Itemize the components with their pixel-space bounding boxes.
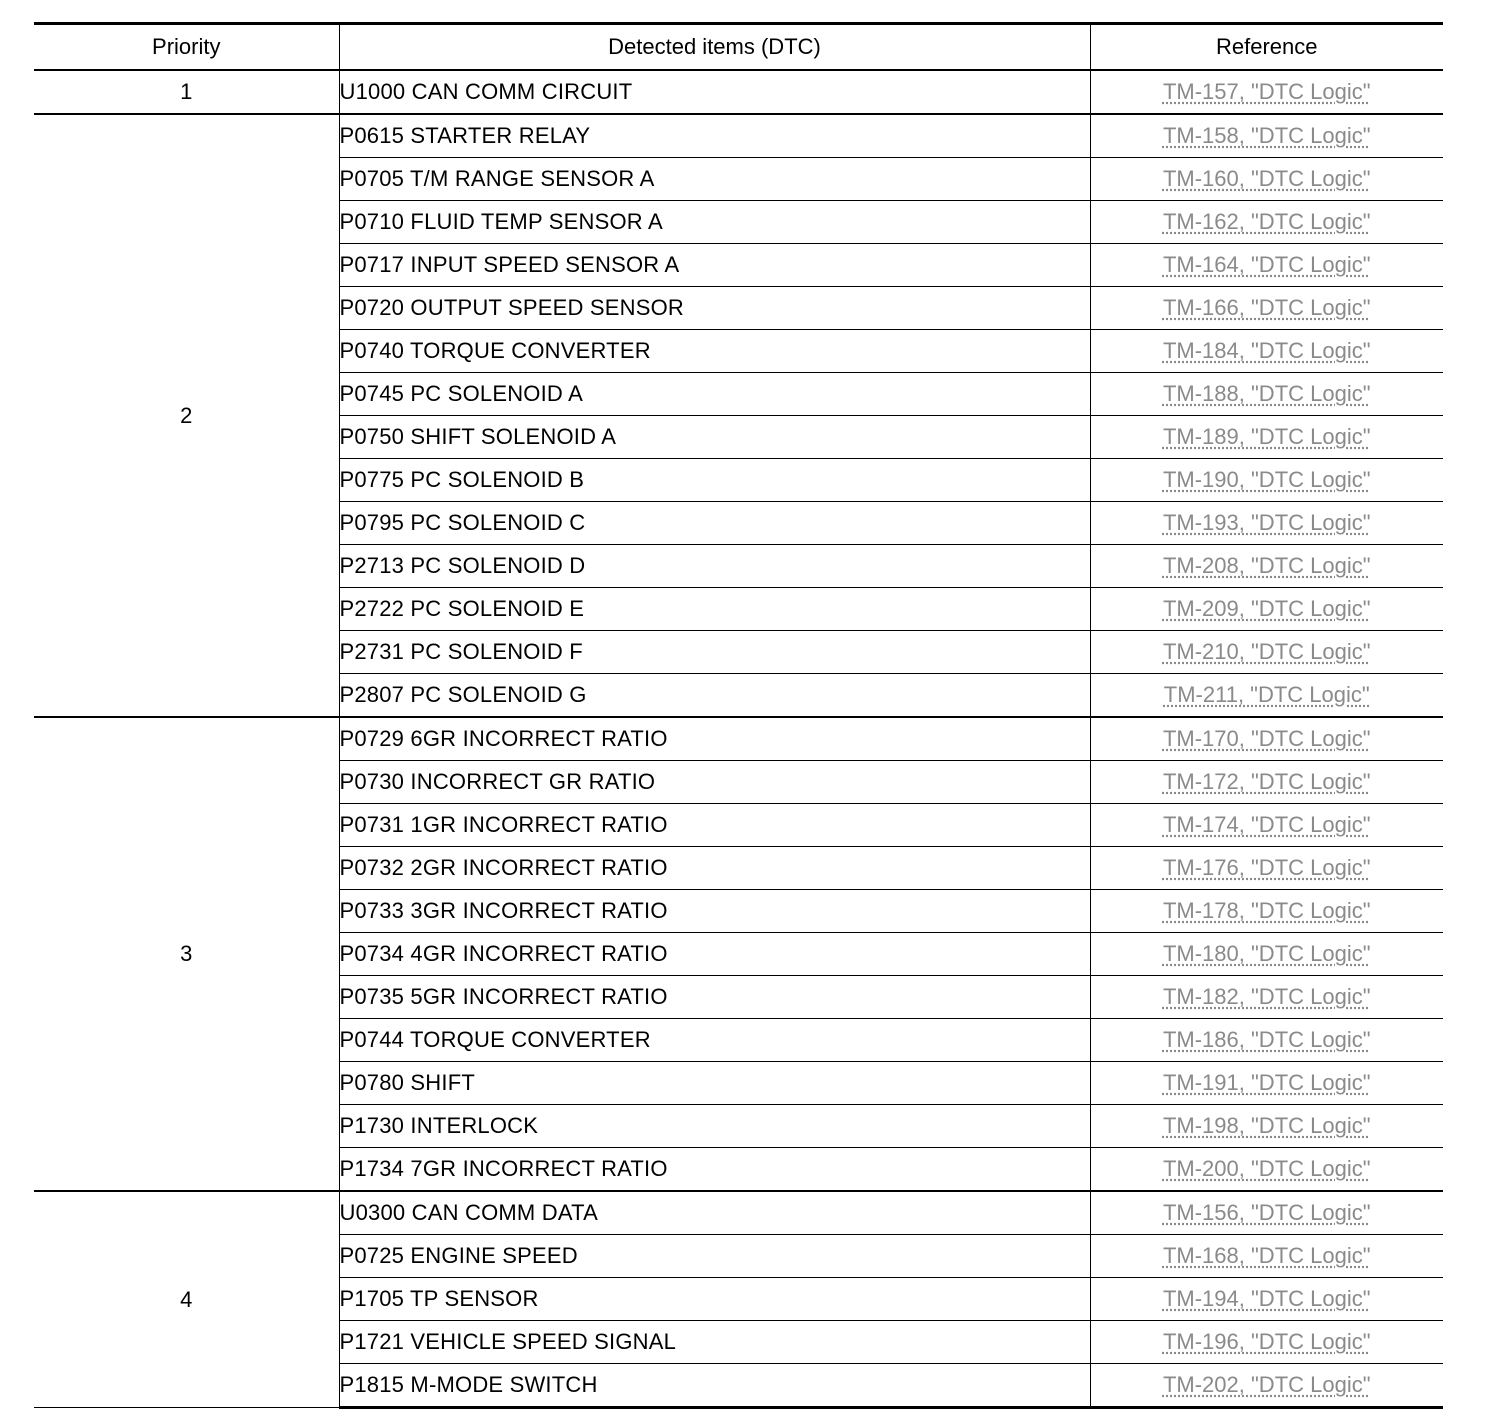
reference-link[interactable]: TM-208, "DTC Logic" bbox=[1162, 553, 1371, 578]
dtc-item-cell: P2722 PC SOLENOID E bbox=[339, 588, 1090, 631]
dtc-item-cell: P0725 ENGINE SPEED bbox=[339, 1235, 1090, 1278]
reference-link[interactable]: TM-186, "DTC Logic" bbox=[1162, 1027, 1371, 1052]
reference-cell bbox=[1090, 1235, 1443, 1278]
reference-cell bbox=[1090, 1019, 1443, 1062]
dtc-item-cell: P0733 3GR INCORRECT RATIO bbox=[339, 890, 1090, 933]
dtc-item-cell: P0710 FLUID TEMP SENSOR A bbox=[339, 201, 1090, 244]
reference-cell bbox=[1090, 631, 1443, 674]
reference-cell bbox=[1090, 545, 1443, 588]
dtc-item-cell: P0750 SHIFT SOLENOID A bbox=[339, 416, 1090, 459]
priority-group bbox=[34, 114, 1443, 717]
reference-cell bbox=[1090, 158, 1443, 201]
priority-group bbox=[34, 1191, 1443, 1408]
reference-link[interactable]: TM-178, "DTC Logic" bbox=[1162, 898, 1371, 923]
reference-link[interactable]: TM-193, "DTC Logic" bbox=[1162, 510, 1371, 535]
table-row bbox=[34, 717, 1443, 761]
reference-cell bbox=[1090, 588, 1443, 631]
dtc-item-cell: P0732 2GR INCORRECT RATIO bbox=[339, 847, 1090, 890]
reference-cell bbox=[1090, 416, 1443, 459]
reference-link[interactable]: TM-188, "DTC Logic" bbox=[1162, 381, 1371, 406]
header-reference: Reference bbox=[1090, 24, 1443, 71]
reference-cell bbox=[1090, 847, 1443, 890]
reference-link[interactable]: TM-156, "DTC Logic" bbox=[1162, 1200, 1371, 1225]
dtc-item-cell: P0745 PC SOLENOID A bbox=[339, 373, 1090, 416]
reference-cell bbox=[1090, 1278, 1443, 1321]
dtc-item-cell: P2807 PC SOLENOID G bbox=[339, 674, 1090, 718]
reference-cell bbox=[1090, 70, 1443, 114]
dtc-item-cell: P1815 M-MODE SWITCH bbox=[339, 1364, 1090, 1408]
reference-link[interactable]: TM-182, "DTC Logic" bbox=[1162, 984, 1371, 1009]
dtc-item-cell: P2731 PC SOLENOID F bbox=[339, 631, 1090, 674]
reference-link[interactable]: TM-158, "DTC Logic" bbox=[1162, 123, 1371, 148]
reference-cell bbox=[1090, 502, 1443, 545]
reference-cell bbox=[1090, 933, 1443, 976]
reference-cell bbox=[1090, 761, 1443, 804]
dtc-item-cell: P0615 STARTER RELAY bbox=[339, 114, 1090, 158]
reference-cell bbox=[1090, 373, 1443, 416]
dtc-item-cell: P0734 4GR INCORRECT RATIO bbox=[339, 933, 1090, 976]
reference-link[interactable]: TM-168, "DTC Logic" bbox=[1162, 1243, 1371, 1268]
reference-link[interactable]: TM-210, "DTC Logic" bbox=[1162, 639, 1371, 664]
reference-link[interactable]: TM-160, "DTC Logic" bbox=[1162, 166, 1371, 191]
priority-cell: 4 bbox=[34, 1191, 339, 1408]
reference-cell bbox=[1090, 201, 1443, 244]
reference-cell bbox=[1090, 287, 1443, 330]
priority-cell: 1 bbox=[34, 70, 339, 114]
dtc-item-cell: P1721 VEHICLE SPEED SIGNAL bbox=[339, 1321, 1090, 1364]
dtc-item-cell: P0730 INCORRECT GR RATIO bbox=[339, 761, 1090, 804]
priority-cell: 2 bbox=[34, 114, 339, 717]
dtc-item-cell: P1705 TP SENSOR bbox=[339, 1278, 1090, 1321]
reference-cell bbox=[1090, 114, 1443, 158]
table-row bbox=[34, 70, 1443, 114]
reference-link[interactable]: TM-180, "DTC Logic" bbox=[1162, 941, 1371, 966]
dtc-item-cell: P0780 SHIFT bbox=[339, 1062, 1090, 1105]
dtc-item-cell: P1734 7GR INCORRECT RATIO bbox=[339, 1148, 1090, 1192]
reference-cell bbox=[1090, 976, 1443, 1019]
dtc-item-cell: P0740 TORQUE CONVERTER bbox=[339, 330, 1090, 373]
reference-link[interactable]: TM-172, "DTC Logic" bbox=[1162, 769, 1371, 794]
dtc-item-cell: U1000 CAN COMM CIRCUIT bbox=[339, 70, 1090, 114]
reference-link[interactable]: TM-164, "DTC Logic" bbox=[1162, 252, 1371, 277]
reference-cell bbox=[1090, 1364, 1443, 1408]
priority-cell: 3 bbox=[34, 717, 339, 1191]
reference-link[interactable]: TM-198, "DTC Logic" bbox=[1162, 1113, 1371, 1138]
dtc-item-cell: P0775 PC SOLENOID B bbox=[339, 459, 1090, 502]
reference-link[interactable]: TM-196, "DTC Logic" bbox=[1162, 1329, 1371, 1354]
header-row bbox=[34, 24, 1443, 71]
dtc-item-cell: P0795 PC SOLENOID C bbox=[339, 502, 1090, 545]
dtc-item-cell: P0717 INPUT SPEED SENSOR A bbox=[339, 244, 1090, 287]
dtc-item-cell: U0300 CAN COMM DATA bbox=[339, 1191, 1090, 1235]
reference-link[interactable]: TM-166, "DTC Logic" bbox=[1162, 295, 1371, 320]
dtc-item-cell: P0744 TORQUE CONVERTER bbox=[339, 1019, 1090, 1062]
dtc-item-cell: P0729 6GR INCORRECT RATIO bbox=[339, 717, 1090, 761]
reference-cell bbox=[1090, 1148, 1443, 1192]
reference-link[interactable]: TM-209, "DTC Logic" bbox=[1162, 596, 1371, 621]
reference-cell bbox=[1090, 1191, 1443, 1235]
header-priority: Priority bbox=[34, 24, 339, 71]
reference-cell bbox=[1090, 717, 1443, 761]
dtc-item-cell: P2713 PC SOLENOID D bbox=[339, 545, 1090, 588]
priority-group bbox=[34, 717, 1443, 1191]
dtc-item-cell: P0705 T/M RANGE SENSOR A bbox=[339, 158, 1090, 201]
reference-link[interactable]: TM-157, "DTC Logic" bbox=[1162, 79, 1371, 104]
reference-link[interactable]: TM-202, "DTC Logic" bbox=[1162, 1372, 1371, 1397]
reference-link[interactable]: TM-174, "DTC Logic" bbox=[1162, 812, 1371, 837]
reference-link[interactable]: TM-184, "DTC Logic" bbox=[1162, 338, 1371, 363]
dtc-item-cell: P0731 1GR INCORRECT RATIO bbox=[339, 804, 1090, 847]
reference-cell bbox=[1090, 459, 1443, 502]
reference-link[interactable]: TM-162, "DTC Logic" bbox=[1162, 209, 1371, 234]
reference-link[interactable]: TM-200, "DTC Logic" bbox=[1162, 1156, 1371, 1181]
priority-group bbox=[34, 70, 1443, 114]
reference-cell bbox=[1090, 674, 1443, 718]
reference-link[interactable]: TM-191, "DTC Logic" bbox=[1162, 1070, 1371, 1095]
reference-cell bbox=[1090, 330, 1443, 373]
header-detected-items: Detected items (DTC) bbox=[339, 24, 1090, 71]
reference-cell bbox=[1090, 890, 1443, 933]
reference-cell bbox=[1090, 1062, 1443, 1105]
reference-link[interactable]: TM-189, "DTC Logic" bbox=[1162, 424, 1371, 449]
table-row bbox=[34, 1191, 1443, 1235]
table-row bbox=[34, 114, 1443, 158]
dtc-item-cell: P1730 INTERLOCK bbox=[339, 1105, 1090, 1148]
reference-link[interactable]: TM-211, "DTC Logic" bbox=[1163, 682, 1370, 707]
dtc-item-cell: P0735 5GR INCORRECT RATIO bbox=[339, 976, 1090, 1019]
reference-link[interactable]: TM-170, "DTC Logic" bbox=[1162, 726, 1371, 751]
reference-cell bbox=[1090, 1105, 1443, 1148]
reference-link[interactable]: TM-190, "DTC Logic" bbox=[1162, 467, 1371, 492]
dtc-priority-table bbox=[34, 22, 1443, 1409]
reference-cell bbox=[1090, 1321, 1443, 1364]
reference-cell bbox=[1090, 804, 1443, 847]
table-header bbox=[34, 24, 1443, 71]
reference-link[interactable]: TM-194, "DTC Logic" bbox=[1162, 1286, 1371, 1311]
dtc-item-cell: P0720 OUTPUT SPEED SENSOR bbox=[339, 287, 1090, 330]
reference-link[interactable]: TM-176, "DTC Logic" bbox=[1162, 855, 1371, 880]
reference-cell bbox=[1090, 244, 1443, 287]
